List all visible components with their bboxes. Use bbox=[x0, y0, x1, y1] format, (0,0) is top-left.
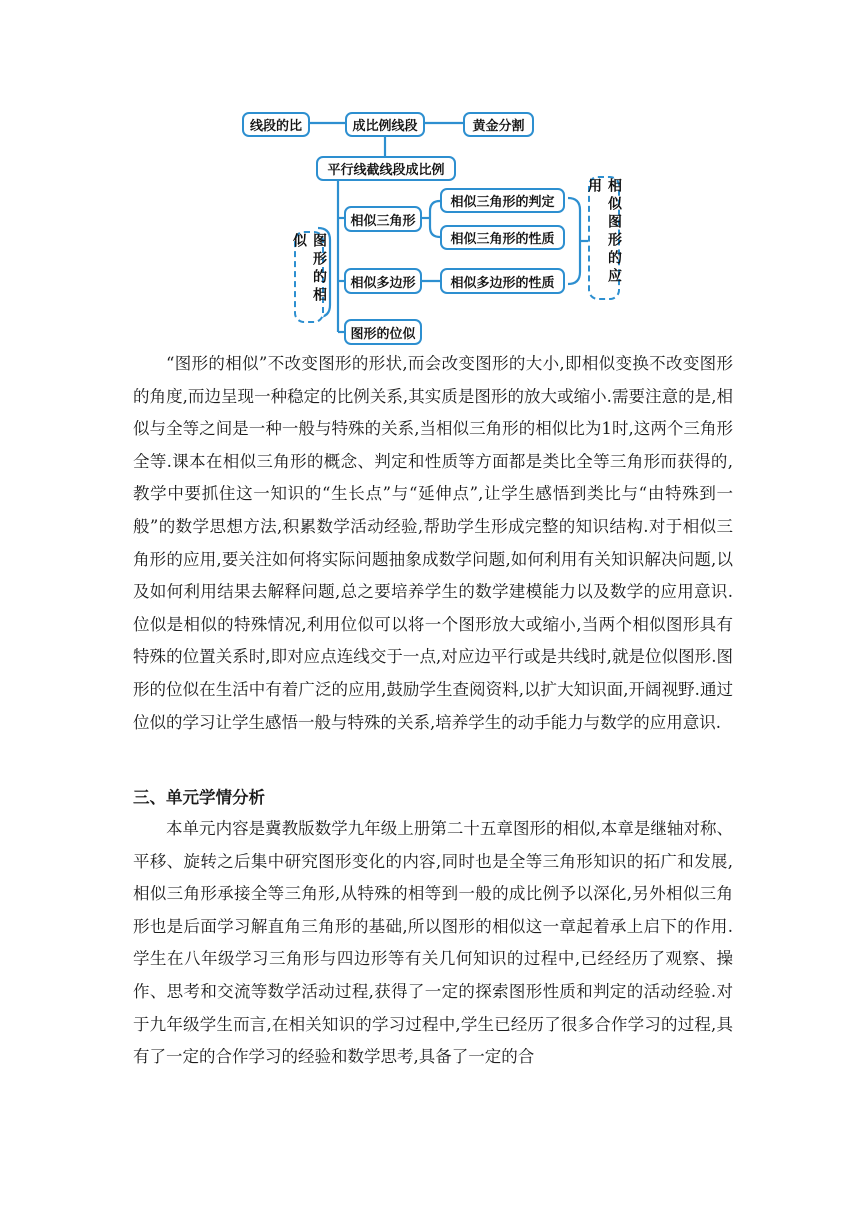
body-paragraph-2 bbox=[133, 813, 733, 1074]
node-polygon-properties: 相似多边形的性质 bbox=[440, 268, 565, 294]
concept-map bbox=[230, 100, 650, 350]
brace-applications bbox=[568, 198, 580, 284]
node-triangle-criteria: 相似三角形的判定 bbox=[440, 188, 565, 213]
node-similarity-applications: 相似图形的应用 bbox=[588, 176, 620, 300]
node-proportional-segments: 成比例线段 bbox=[345, 112, 425, 137]
paragraph-text: “图形的相似”不改变图形的形状,而会改变图形的大小,即相似变换不改变图形的角度,而边呈现一种稳定的比例关系,其实质是图形的放大或缩小.需要注意的是,相似与全等之间是一种一般与特殊的关系,当相似三角形的相似比为1时,这两个三角形全等.课本在相似三角形的概念、判定和性质等方面都是类比全等三角形而获得的,教学中要抓住这一知识的“生长点”与“延伸点”,让学生感悟到类比与“由特殊到一般”的数学思想方法,积累数学活动经验,帮助学生形成完整的知识结构.对于相似三角形的应用,要关注如何将实际问题抽象成数学问题,如何利用有关知识解决问题,以及如何利用结果去解释问题,总之要培养学生的数学建模能力以及数学的应用意识.位似是相似的特殊情况,利用位似可以将一个图形放大或缩小,当两个相似图形具有特殊的位置关系时,即对应点连线交于一点,对应边平行或是共线时,就是位似图形.图形的位似在生活中有着广泛的应用,鼓励学生查阅资料,以扩大知识面,开阔视野.通过位似的学习让学生感悟一般与特殊的关系,培养学生的动手能力与数学的应用意识. bbox=[133, 354, 733, 732]
brace-triangles bbox=[430, 201, 440, 237]
node-parallel-lines: 平行线截线段成比例 bbox=[316, 156, 456, 181]
section-heading: 三、单元学情分析 bbox=[133, 788, 265, 807]
body-paragraph-1 bbox=[133, 348, 733, 739]
node-homothety: 图形的位似 bbox=[344, 319, 422, 345]
paragraph-text: 本单元内容是冀教版数学九年级上册第二十五章图形的相似,本章是继轴对称、平移、旋转之后集中研究图形变化的内容,同时也是全等三角形知识的拓广和发展,相似三角形承接全等三角形,从特殊的相等到一般的成比例予以深化,另外相似三角形也是后面学习解直角三角形的基础,所以图形的相似这一章起着承上启下的作用.学生在八年级学习三角形与四边形等有关几何知识的过程中,已经经历了观察、操作、思考和交流等数学活动过程,获得了一定的探索图形性质和判定的活动经验.对于九年级学生而言,在相关知识的学习过程中,学生已经历了很多合作学习的过程,具有了一定的合作学习的经验和数学思考,具备了一定的合 bbox=[133, 819, 733, 1067]
node-segment-ratio: 线段的比 bbox=[242, 112, 310, 137]
node-triangle-properties: 相似三角形的性质 bbox=[440, 225, 565, 250]
node-similar-triangles: 相似三角形 bbox=[344, 206, 422, 232]
node-similar-polygons: 相似多边形 bbox=[344, 268, 422, 294]
node-golden-section: 黄金分割 bbox=[463, 112, 534, 137]
node-figure-similarity: 图形的相似 bbox=[294, 231, 324, 323]
